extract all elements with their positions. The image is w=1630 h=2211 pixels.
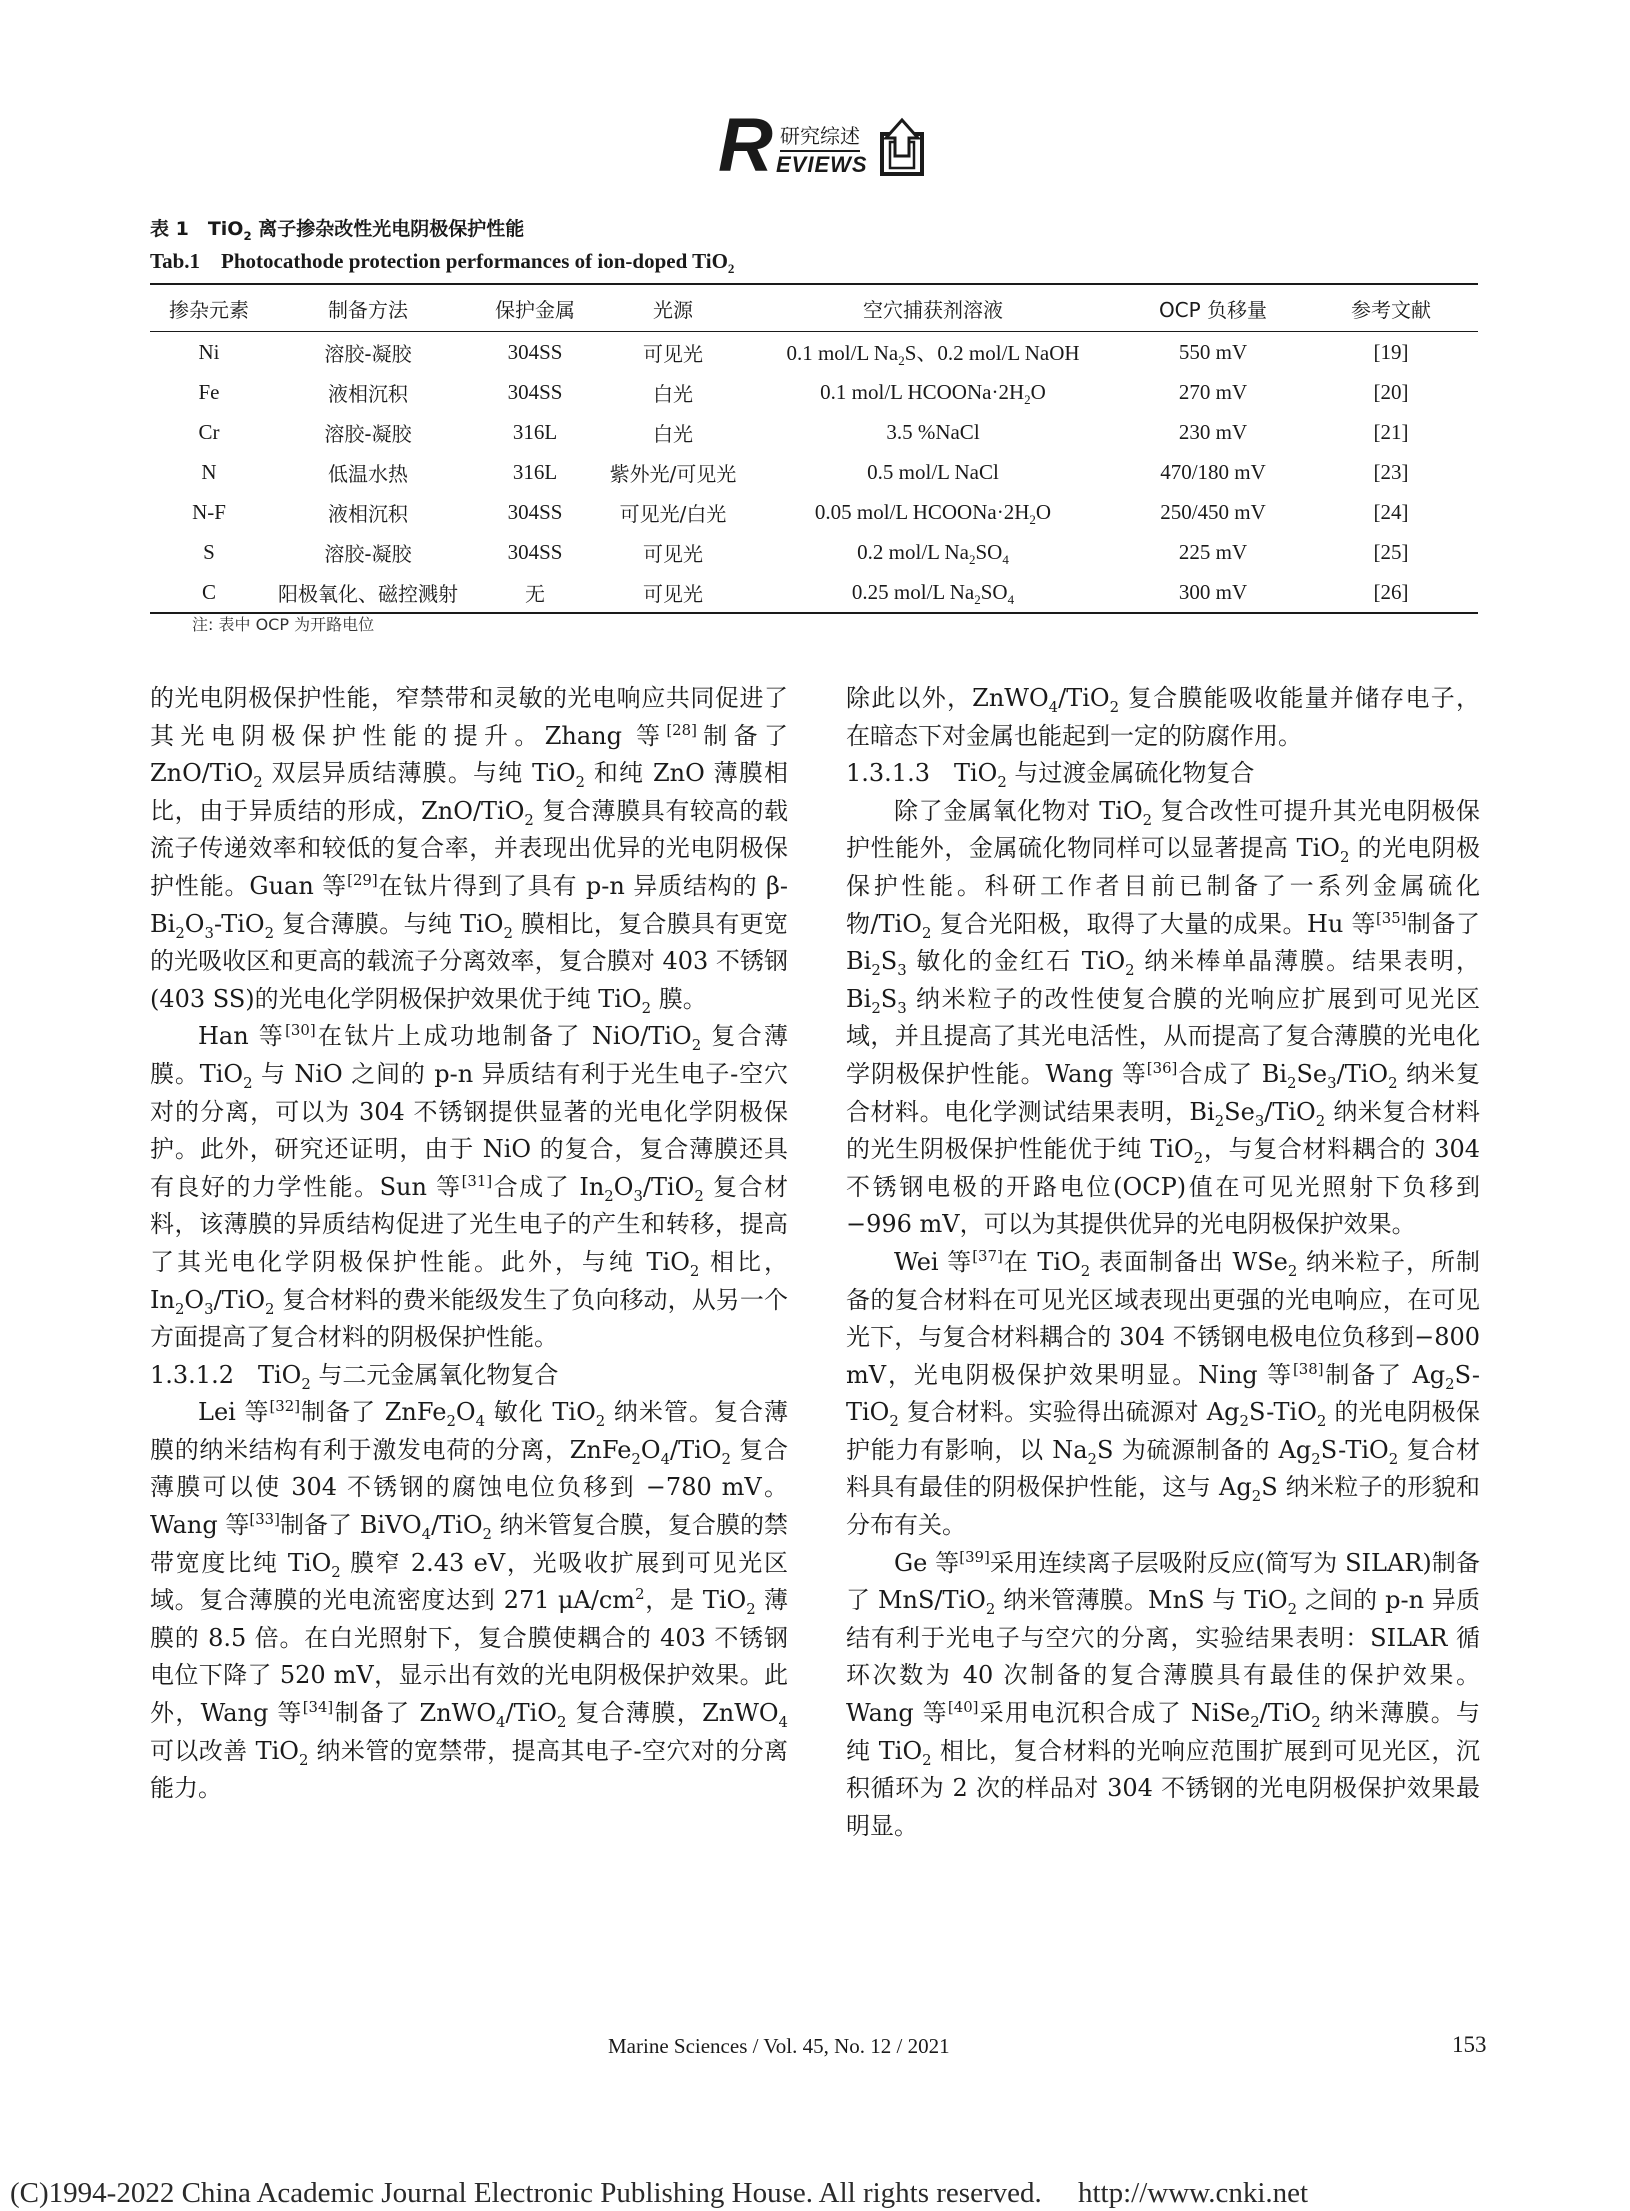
table-cell: 可见光 xyxy=(643,541,703,566)
table-cell: 300 mV xyxy=(1122,572,1304,613)
table-cell: 304SS xyxy=(507,339,563,364)
table-cell: N xyxy=(201,459,217,484)
table-row xyxy=(150,332,1478,373)
logo-letter: R xyxy=(718,103,773,188)
table-cell: 可见光 xyxy=(643,341,703,366)
table-cell: 0.05 mol/L $HCOONa\cdot 2H_2O$ xyxy=(814,499,1052,527)
table-cell: [23] xyxy=(1373,459,1409,484)
table-cell: [19] xyxy=(1373,339,1409,364)
body-paragraph: Han 等[30]在钛片上成功地制备了 NiO/TiO$_2$ 复合薄膜。TiO$_2$ 与 NiO 之间的 p-n 异质结有利于光生电子-空穴对的分离，可以为 304 不锈钢提供显著的光电化学阴极保护。此外，研究还证明，由于 NiO 的复合，复合薄膜还具有良好的力学性能。Sun 等[31]合成了 $In_2O_3/TiO_2$ 复合材料，该薄膜的异质结构促进了光生电子的产生和转移，提高了其光电化学阴极保护性能。此外，与纯 TiO$_2$ 相比，$In_2O_3/TiO_2$ 复合材料的费米能级发生了负向移动，从另一个方面提高了复合材料的阴极保护性能。 xyxy=(150,1021,788,1352)
logo-section-cn: 研究综述 xyxy=(780,120,860,152)
footer-journal-citation: Marine Sciences / Vol. 45, No. 12 / 2021 xyxy=(608,2034,950,2058)
table-cell: [20] xyxy=(1373,379,1409,404)
table-cell: 550 mV xyxy=(1178,339,1248,364)
logo-section-en: EVIEWS xyxy=(776,152,868,177)
table-cell: 250/450 mV xyxy=(1160,499,1266,524)
table-row xyxy=(150,572,1478,613)
table-cell: 可见光 xyxy=(602,572,744,613)
table-cell: 316L xyxy=(512,459,558,484)
table-row xyxy=(150,412,1478,452)
copyright-line: (C)1994-2022 China Academic Journal Electronic Publishing House. All rights reserved. http://www.cnki.net xyxy=(10,2177,1309,2209)
table-cell: [26] xyxy=(1304,572,1478,613)
body-paragraph: 除此以外，ZnWO$_4$/TiO$_2$ 复合膜能吸收能量并储存电子，在暗态下对金属也能起到一定的防腐作用。 xyxy=(846,684,1480,750)
table-cell: 304SS xyxy=(507,499,563,524)
table-cell: 304SS xyxy=(507,539,563,564)
table-header-cell: 光源 xyxy=(602,284,744,332)
table-body xyxy=(150,332,1478,614)
table-header-cell: 掺杂元素 xyxy=(150,284,268,332)
document-up-arrow-icon xyxy=(878,116,928,178)
table-cell: 白光 xyxy=(653,421,693,446)
table-cell: 无 xyxy=(468,572,602,613)
table-cell: Ni xyxy=(198,339,220,364)
table-row xyxy=(150,532,1478,572)
left-text-column xyxy=(150,680,788,1808)
table-header-cell: 空穴捕获剂溶液 xyxy=(744,284,1122,332)
table-cell: 230 mV xyxy=(1178,419,1248,444)
table-footnote: 注: 表中 OCP 为开路电位 xyxy=(192,615,375,634)
table-cell: 溶胶-凝胶 xyxy=(324,421,412,446)
table-cell: S xyxy=(203,539,215,564)
table-cell: Cr xyxy=(198,419,220,444)
table-header-cell: 制备方法 xyxy=(268,284,468,332)
table-header-cell: 参考文献 xyxy=(1304,284,1478,332)
footer-page-number: 153 xyxy=(1452,2032,1487,2057)
body-paragraph: 的光电阴极保护性能，窄禁带和灵敏的光电响应共同促进了其光电阴极保护性能的提升。Zhang 等[28]制备了 ZnO/TiO$_2$ 双层异质结薄膜。与纯 TiO$_2$ 和纯 ZnO 薄膜相比，由于异质结的形成，ZnO/TiO$_2$ 复合薄膜具有较高的载流子传递效率和较低的复合率，并表现出优异的光电阴极保护性能。Guan 等[29]在钛片得到了具有 p-n 异质结构的 $\beta-Bi_2O_3-TiO_2$ 复合薄膜。与纯 TiO$_2$ 膜相比，复合膜具有更宽的光吸收区和更高的载流子分离效率，复合膜对 403 不锈钢(403 SS)的光电化学阴极保护效果优于纯 TiO$_2$ 膜。 xyxy=(150,684,788,1017)
table-cell: 3.5 %NaCl xyxy=(886,419,980,444)
doping-performance-table xyxy=(150,283,1478,614)
table-cell: [24] xyxy=(1373,499,1409,524)
table-cell: 225 mV xyxy=(1178,539,1248,564)
right-text-column xyxy=(846,680,1480,1845)
table-header-row xyxy=(150,284,1478,332)
table-cell: [25] xyxy=(1373,539,1409,564)
journal-section-logo xyxy=(718,103,938,188)
table-cell: 溶胶-凝胶 xyxy=(324,341,412,366)
table-cell: 白光 xyxy=(653,381,693,406)
table-cell: 0.25 mol/L $Na_2SO_4$ xyxy=(744,572,1122,613)
table-row xyxy=(150,452,1478,492)
table-cell: 低温水热 xyxy=(328,461,408,486)
table-caption-en: Tab.1 Photocathode protection performances of ion-doped TiO$_2$ xyxy=(150,249,735,277)
table-cell: 0.2 mol/L $Na_2SO_4$ xyxy=(857,539,1009,567)
table-cell: N-F xyxy=(192,499,226,524)
section-heading: 1.3.1.2 TiO$_2$ 与二元金属氧化物复合 xyxy=(150,1360,559,1393)
table-cell: 阳极氧化、磁控溅射 xyxy=(268,572,468,613)
body-paragraph: Wei 等[37]在 TiO$_2$ 表面制备出 WSe$_2$ 纳米粒子，所制备的复合材料在可见光区域表现出更强的光电响应，在可见光下，与复合材料耦合的 304 不锈钢电极电位负移到−800 mV，光电阴极保护效果明显。Ning 等[38]制备了 $Ag_2S-TiO_2$ 复合材料。实验得出硫源对 $Ag_2S-TiO_2$ 的光电阴极保护能力有影响，以 $Na_2S$ 为硫源制备的 $Ag_2S-TiO_2$ 复合材料具有最佳的阴极保护性能，这与 $Ag_2S$ 纳米粒子的形貌和分布有关。 xyxy=(846,1246,1481,1540)
body-paragraph: Ge 等[39]采用连续离子层吸附反应(简写为 SILAR)制备了 MnS/TiO$_2$ 纳米管薄膜。MnS 与 TiO$_2$ 之间的 p-n 异质结有利于光电子与空穴的分离，实验结果表明：SILAR 循环次数为 40 次制备的复合薄膜具有最佳的保护效果。Wang 等[40]采用电沉积合成了 NiSe$_2$/TiO$_2$ 纳米薄膜。与纯 TiO$_2$ 相比，复合材料的光响应范围扩展到可见光区，沉积循环为 2 次的样品对 304 不锈钢的光电阴极保护效果最明显。 xyxy=(846,1547,1480,1840)
table-row xyxy=(150,372,1478,412)
table-cell: 液相沉积 xyxy=(328,381,408,406)
table-cell: 270 mV xyxy=(1178,379,1248,404)
section-heading: 1.3.1.3 TiO$_2$ 与过渡金属硫化物复合 xyxy=(846,759,1255,791)
table-header-cell: 保护金属 xyxy=(468,284,602,332)
table-cell: 0.1 mol/L $Na_2S$、0.2 mol/L NaOH xyxy=(786,341,1080,369)
table-caption-cn: 表 1 TiO$_2$ 离子掺杂改性光电阴极保护性能 xyxy=(150,218,525,243)
table-cell: 0.1 mol/L $HCOONa\cdot 2H_2O$ xyxy=(820,379,1046,407)
body-paragraph: 除了金属氧化物对 TiO$_2$ 复合改性可提升其光电阴极保护性能外，金属硫化物同样可以显著提高 TiO$_2$ 的光电阴极保护性能。科研工作者目前已制备了一系列金属硫化物/TiO$_2$ 复合光阳极，取得了大量的成果。Hu 等[35]制备了 $Bi_2S_3$ 敏化的金红石 TiO$_2$ 纳米棒单晶薄膜。结果表明，$Bi_2S_3$ 纳米粒子的改性使复合膜的光响应扩展到可见光区域，并且提高了其光电活性，从而提高了复合薄膜的光电化学阴极保护性能。Wang 等[36]合成了 $Bi_2Se_3/TiO_2$ 纳米复合材料。电化学测试结果表明，$Bi_2Se_3/TiO_2$ 纳米复合材料的光生阴极保护性能优于纯 TiO$_2$，与复合材料耦合的 304 不锈钢电极的开路电位(OCP)值在可见光照射下负移到−996 mV，可以为其提供优异的光电阴极保护效果。 xyxy=(846,796,1481,1239)
table-cell: 304SS xyxy=(507,379,563,404)
table-cell: 液相沉积 xyxy=(328,501,408,526)
table-cell: 316L xyxy=(512,419,558,444)
table-cell: 0.5 mol/L NaCl xyxy=(867,459,999,484)
table-cell: 可见光/白光 xyxy=(619,501,727,526)
table-row xyxy=(150,492,1478,532)
table-cell: 溶胶-凝胶 xyxy=(324,541,412,566)
table-header-cell: OCP 负移量 xyxy=(1122,284,1304,332)
body-paragraph: Lei 等[32]制备了 $ZnFe_2O_4$ 敏化 TiO$_2$ 纳米管。复合薄膜的纳米结构有利于激发电荷的分离，$ZnFe_2O_4/TiO_2$ 复合薄膜可以使 304 不锈钢的腐蚀电位负移到 −780 mV。Wang 等[33]制备了 BiVO$_4$/TiO$_2$ 纳米管复合膜，复合膜的禁带宽度比纯 TiO$_2$ 膜窄 2.43 eV，光吸收扩展到可见光区域。复合薄膜的光电流密度达到 271 $\mu A/cm^2$，是 TiO$_2$ 薄膜的 8.5 倍。在白光照射下，复合膜使耦合的 403 不锈钢电位下降了 520 mV，显示出有效的光电阴极保护效果。此外，Wang 等[34]制备了 ZnWO$_4$/TiO$_2$ 复合薄膜，ZnWO$_4$ 可以改善 TiO$_2$ 纳米管的宽禁带，提高其电子-空穴对的分离能力。 xyxy=(150,1397,789,1803)
table-cell: C xyxy=(150,572,268,613)
table-cell: [21] xyxy=(1373,419,1409,444)
table-cell: 紫外光/可见光 xyxy=(609,461,737,486)
table-cell: 470/180 mV xyxy=(1160,459,1266,484)
table-cell: Fe xyxy=(198,379,220,404)
